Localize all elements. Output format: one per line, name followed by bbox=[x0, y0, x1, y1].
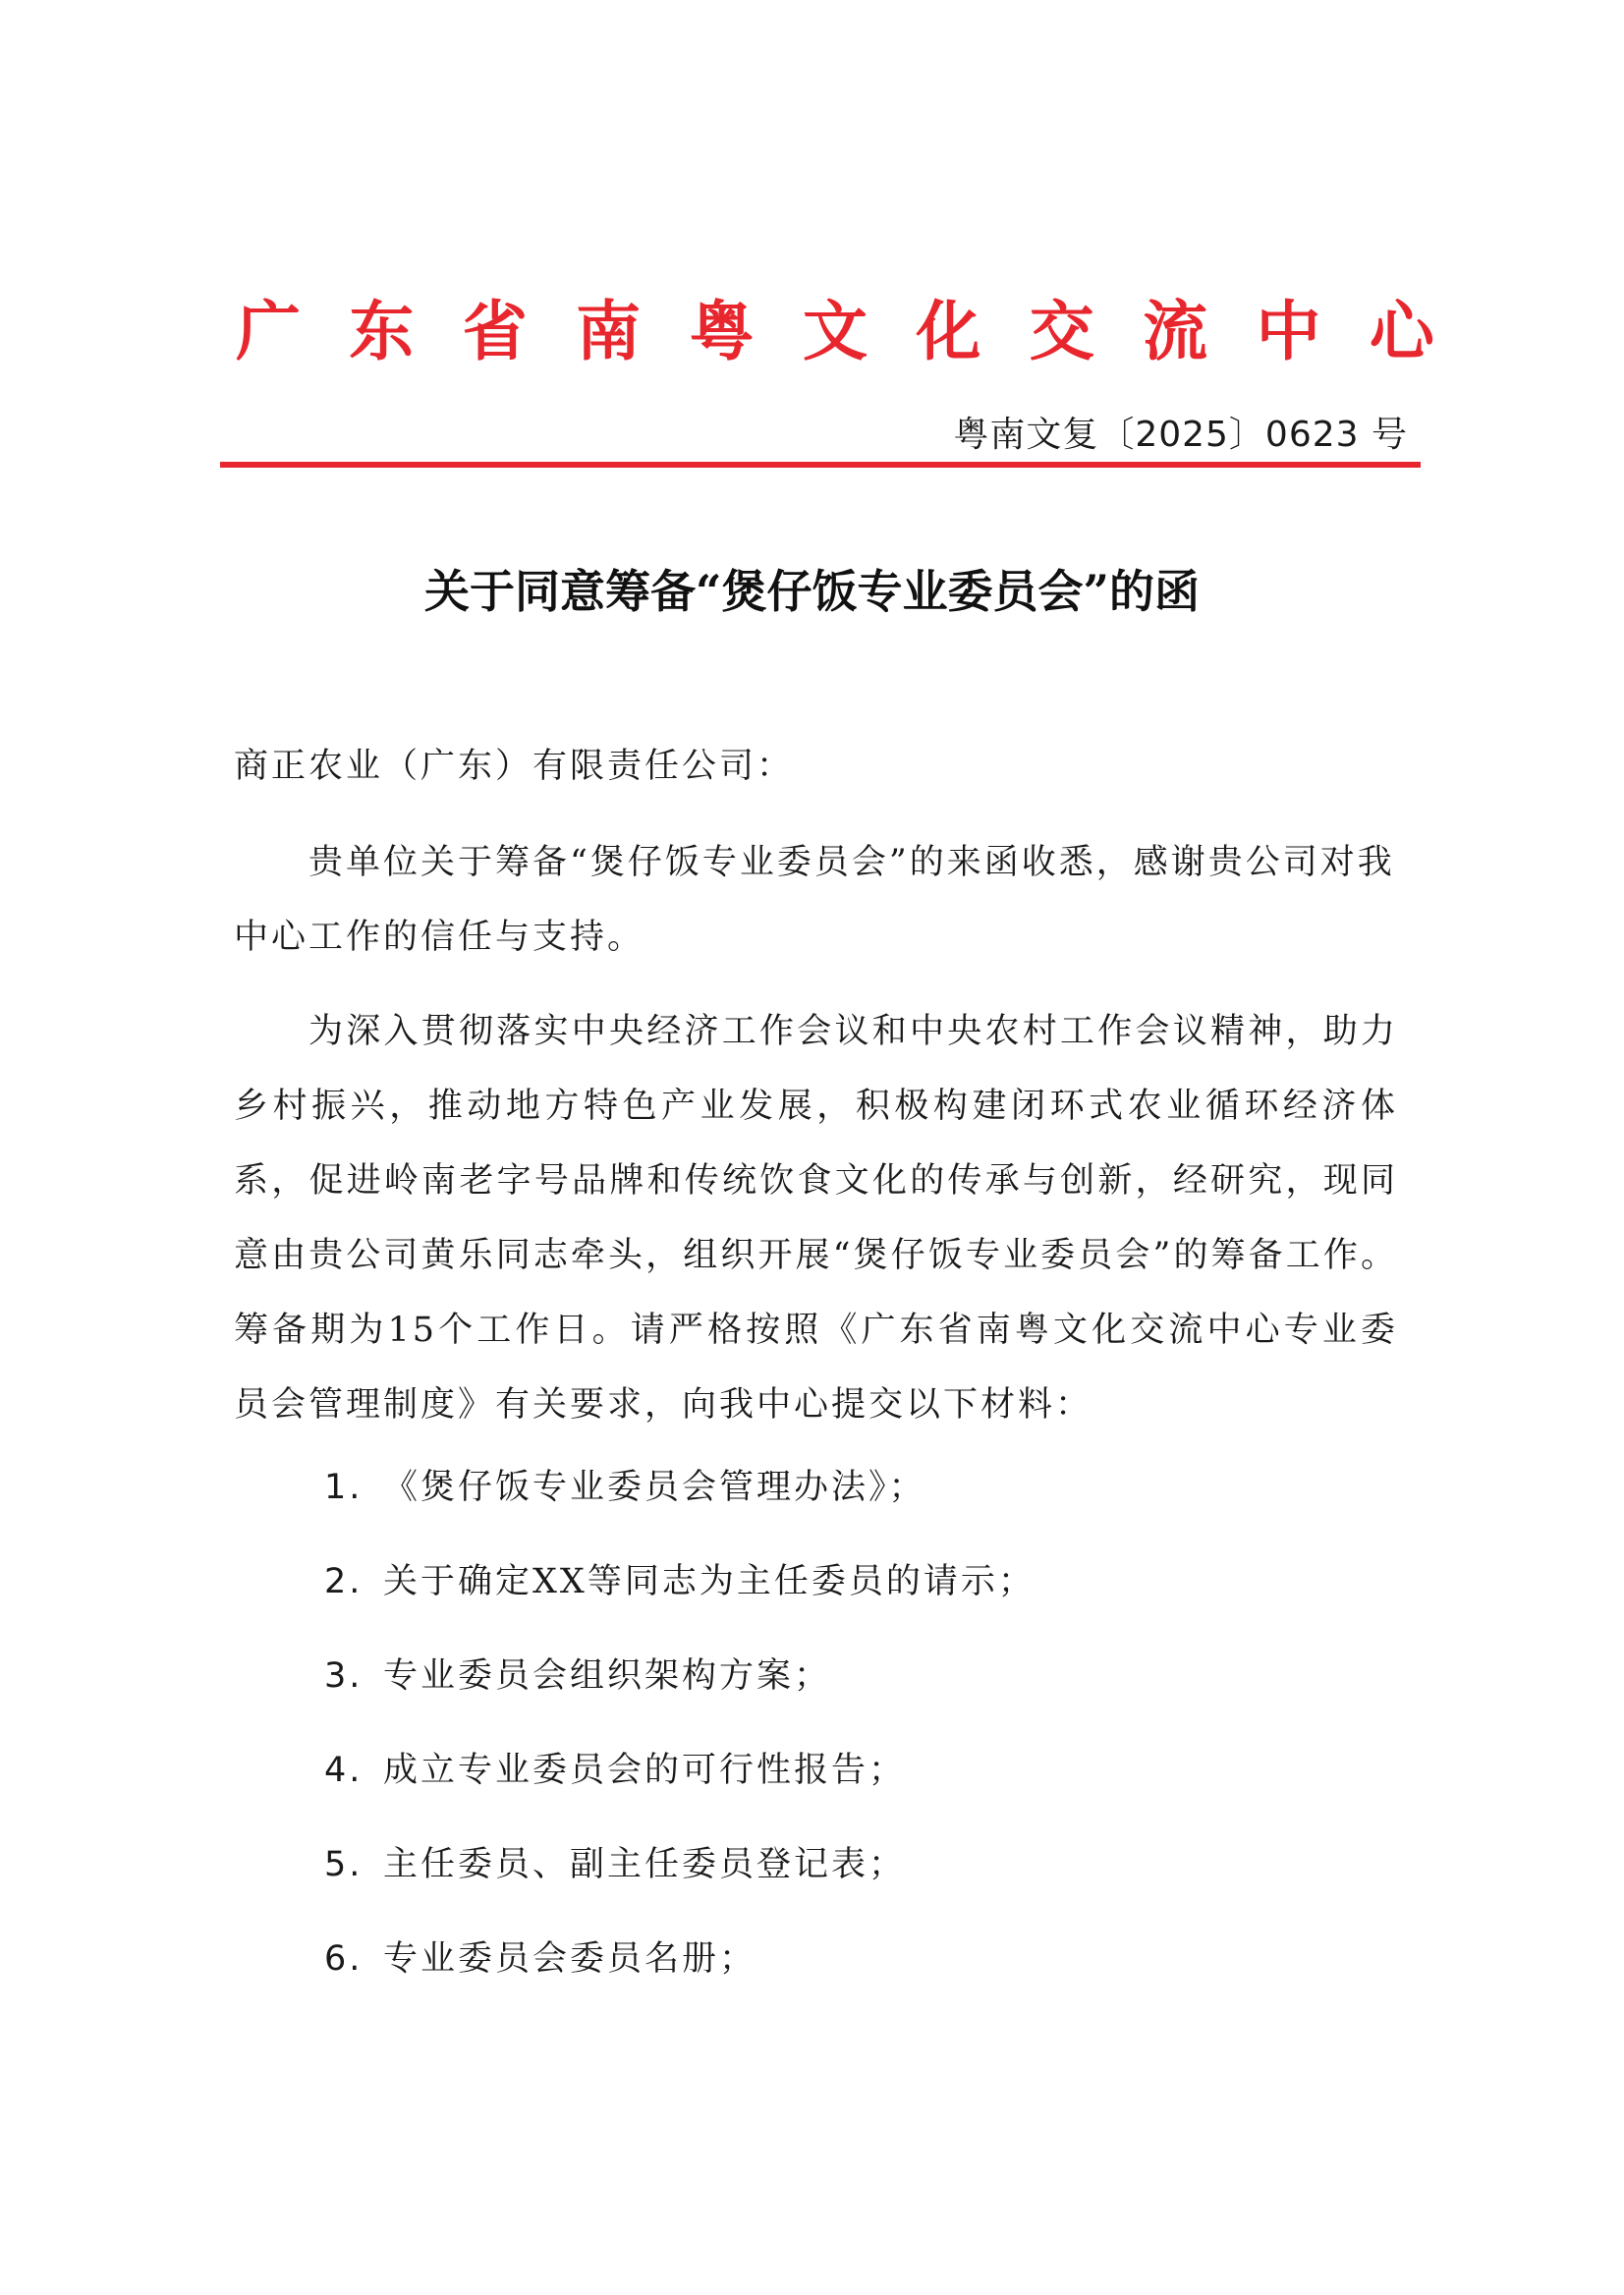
list-item-number: 4. bbox=[324, 1751, 364, 1790]
salutation: 商正农业（广东）有限责任公司： bbox=[234, 747, 795, 786]
list-item-number: 6. bbox=[324, 1939, 364, 1979]
letterhead-char: 流 bbox=[1143, 293, 1208, 369]
list-item-text: 关于确定XX等同志为主任委员的请示； bbox=[383, 1562, 1036, 1601]
paragraph: 贵单位关于筹备“煲仔饭专业委员会”的来函收悉，感谢贵公司对我中心工作的信任与支持。 bbox=[234, 843, 1395, 957]
paragraph: 为深入贯彻落实中央经济工作会议和中央农村工作会议精神，助力乡村振兴，推动地方特色产业发展，积极构建闭环式农业循环经济体系，促进岭南老字号品牌和传统饮食文化的传承与创新，经研究，现同意由贵公司黄乐同志牵头，组织开展“煲仔饭专业委员会”的筹备工作。筹备期为15个工作日。请严格按照《广东省南粤文化交流中心专业委员会管理制度》有关要求，向我中心提交以下材料： bbox=[234, 1012, 1398, 1425]
letterhead-char: 文 bbox=[802, 293, 868, 369]
list-item bbox=[324, 1639, 1036, 1733]
red-divider-line bbox=[220, 462, 1421, 468]
letterhead-char: 省 bbox=[462, 293, 528, 369]
materials-list bbox=[324, 1450, 1036, 2016]
list-item-text: 成立专业委员会的可行性报告； bbox=[383, 1751, 907, 1790]
organization-letterhead bbox=[236, 287, 1434, 375]
list-item bbox=[324, 1544, 1036, 1639]
list-item-text: 《煲仔饭专业委员会管理办法》； bbox=[383, 1468, 926, 1507]
letterhead-char: 心 bbox=[1369, 293, 1434, 369]
list-item-text: 主任委员、副主任委员登记表； bbox=[383, 1845, 907, 1884]
list-item-number: 3. bbox=[324, 1656, 364, 1696]
letterhead-char: 化 bbox=[916, 293, 981, 369]
list-item-number: 2. bbox=[324, 1562, 364, 1601]
list-item bbox=[324, 1922, 1036, 2016]
document-title: 关于同意筹备“煲仔饭专业委员会”的函 bbox=[424, 565, 1200, 618]
list-item bbox=[324, 1450, 1036, 1544]
list-item-text: 专业委员会组织架构方案； bbox=[383, 1656, 832, 1696]
list-item bbox=[324, 1733, 1036, 1827]
document-number: 粤南文复〔2025〕0623 号 bbox=[953, 415, 1408, 455]
letterhead-char: 交 bbox=[1029, 293, 1094, 369]
list-item bbox=[324, 1827, 1036, 1922]
letterhead-char: 东 bbox=[349, 293, 415, 369]
list-item-number: 1. bbox=[324, 1468, 364, 1507]
letterhead-char: 南 bbox=[576, 293, 642, 369]
list-item-text: 专业委员会委员名册； bbox=[383, 1939, 757, 1979]
letterhead-char: 广 bbox=[236, 293, 301, 369]
list-item-number: 5. bbox=[324, 1845, 364, 1884]
letterhead-char: 粤 bbox=[689, 293, 755, 369]
letterhead-char: 中 bbox=[1256, 293, 1321, 369]
